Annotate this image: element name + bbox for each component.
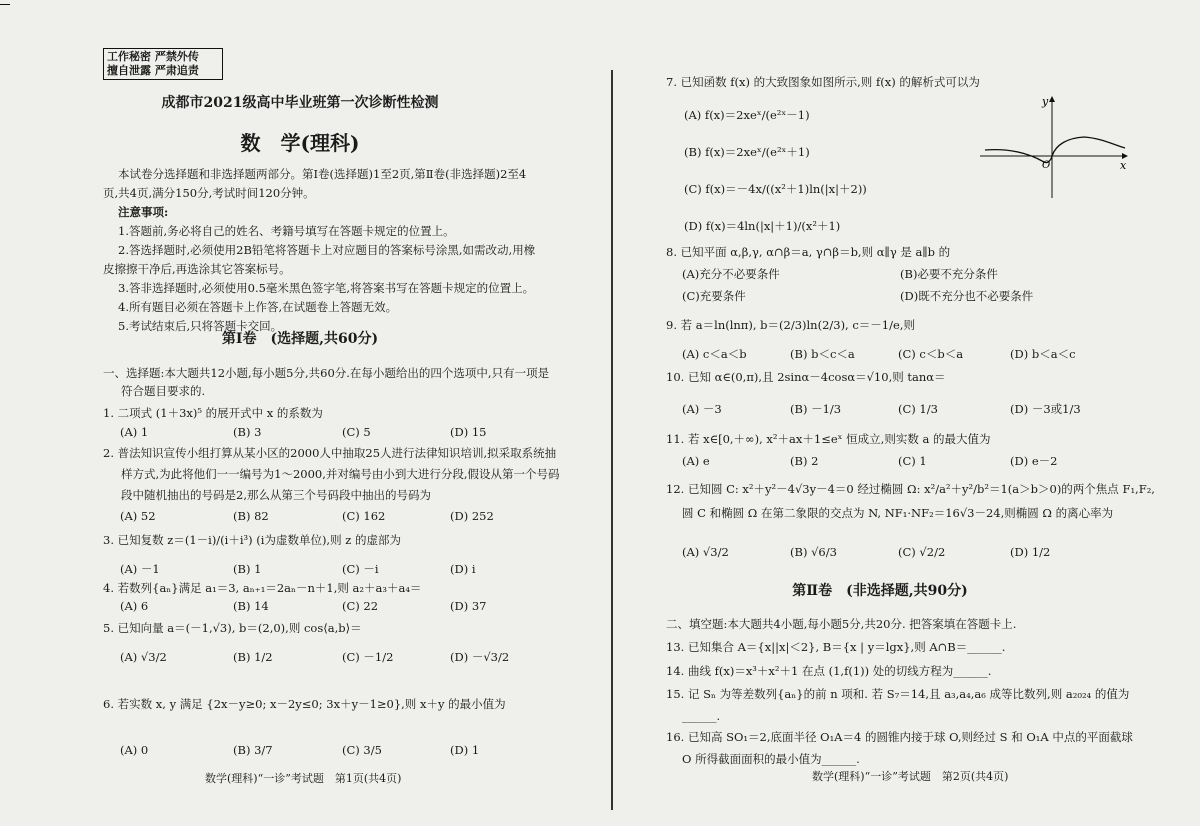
answer-choice: (A) 1	[120, 425, 149, 439]
question-text: 圆 C 和椭圆 Ω 在第二象限的交点为 N, NF₁·NF₂＝16√3－24,则椭圆 Ω 的离心率为	[682, 506, 1114, 520]
notice-item: 1.答题前,务必将自己的姓名、考籍号填写在答题卡规定的位置上。	[118, 224, 455, 238]
stamp-line-2: 擅自泄露 严肃追责	[107, 64, 199, 77]
question-text: 9. 若 a＝ln(lnπ), b＝(2/3)ln(2/3), c＝－1/e,则	[666, 318, 915, 332]
answer-choice: (D) 37	[450, 599, 487, 613]
question-text: 10. 已知 α∈(0,π),且 2sinα－4cosα＝√10,则 tanα＝	[666, 370, 946, 384]
answer-choice: (C) 5	[342, 425, 371, 439]
answer-choice: (A) √3/2	[682, 545, 729, 559]
answer-choice: (D) i	[450, 562, 476, 576]
answer-choice: (A) 6	[120, 599, 149, 613]
confidential-stamp	[103, 48, 223, 80]
answer-choice: (C) 3/5	[342, 743, 382, 757]
answer-choice: (A) √3/2	[120, 650, 167, 664]
question-text: 1. 二项式 (1＋3x)⁵ 的展开式中 x 的系数为	[103, 406, 323, 420]
answer-choice: (D) 15	[450, 425, 487, 439]
answer-choice: (D)既不充分也不必要条件	[900, 289, 1034, 303]
graph-curve	[985, 137, 1125, 163]
question-text: 11. 若 x∈[0,＋∞), x²＋ax＋1≤eˣ 恒成立,则实数 a 的最大值为	[666, 432, 991, 446]
notice-item: 3.答非选择题时,必须使用0.5毫米黑色签字笔,将答案书写在答题卡规定的位置上。	[118, 281, 535, 295]
answer-choice: (B) 1	[233, 562, 262, 576]
answer-choice: (D) b＜a＜c	[1010, 347, 1076, 361]
answer-choice: (A) c＜a＜b	[682, 347, 747, 361]
answer-choice: (D) 1	[450, 743, 480, 757]
section1-title: 第Ⅰ卷 (选择题,共60分)	[221, 331, 379, 347]
notice-item: 4.所有题目必须在答题卡上作答,在试题卷上答题无效。	[118, 300, 398, 314]
question-text: O 所得截面面积的最小值为______.	[682, 752, 860, 766]
graph-y-arrow	[1049, 96, 1055, 102]
answer-choice: (A) －1	[120, 562, 160, 576]
notice-item: 皮擦擦干净后,再选涂其它答案标号。	[103, 262, 291, 276]
notice-item: 2.答选择题时,必须使用2B铅笔将答题卡上对应题目的答案标号涂黑,如需改动,用橡	[118, 243, 536, 257]
answer-choice: (C) 162	[342, 509, 386, 523]
answer-choice: (C)充要条件	[682, 289, 746, 303]
section1-instruction-2: 符合题目要求的.	[121, 384, 206, 398]
answer-choice: (C) 1/3	[898, 402, 938, 416]
question-text: 14. 曲线 f(x)＝x³＋x²＋1 在点 (1,f(1)) 处的切线方程为______.	[666, 664, 992, 678]
answer-choice: (B) 3/7	[233, 743, 273, 757]
answer-choice: (C) 22	[342, 599, 379, 613]
question-text: 4. 若数列{aₙ}满足 a₁＝3, aₙ₊₁＝2aₙ－n＋1,则 a₂＋a₃＋a₄＝	[103, 581, 422, 595]
answer-choice: (A) 0	[120, 743, 149, 757]
notice-heading: 注意事项:	[118, 205, 169, 219]
answer-choice: (C) 1	[898, 454, 927, 468]
section2-instruction: 二、填空题:本大题共4小题,每小题5分,共20分. 把答案填在答题卡上.	[666, 617, 1017, 631]
answer-choice: (C) c＜b＜a	[898, 347, 964, 361]
answer-choice: (D) －3或1/3	[1010, 402, 1081, 416]
exam-title: 成都市2021级高中毕业班第一次诊断性检测	[161, 95, 439, 111]
question-text: 15. 记 Sₙ 为等差数列{aₙ}的前 n 项和. 若 S₇＝14,且 a₃,a₄,a₆ 成等比数列,则 a₂₀₂₄ 的值为	[666, 687, 1130, 701]
footer-page-2: 数学(理科)“一诊”考试题 第2页(共4页)	[812, 770, 1009, 783]
answer-choice: (D) 252	[450, 509, 494, 523]
section2-title: 第Ⅱ卷 (非选择题,共90分)	[792, 583, 968, 599]
answer-choice: (D) f(x)＝4ln(|x|＋1)/(x²＋1)	[684, 219, 841, 233]
answer-choice: (D) 1/2	[1010, 545, 1051, 559]
answer-choice: (B) √6/3	[790, 545, 837, 559]
answer-choice: (B) 1/2	[233, 650, 273, 664]
answer-choice: (B) 3	[233, 425, 262, 439]
answer-choice: (A) f(x)＝2xeˣ/(e²ˣ－1)	[684, 108, 810, 122]
question-text: 2. 普法知识宣传小组打算从某小区的2000人中抽取25人进行法律知识培训,拟采取系统抽	[103, 446, 557, 460]
answer-choice: (C) f(x)＝－4x/((x²＋1)ln(|x|＋2))	[684, 182, 867, 196]
answer-choice: (A) e	[682, 454, 710, 468]
function-graph	[980, 92, 1130, 202]
graph-x-label: x	[1120, 159, 1127, 172]
question-text: 6. 若实数 x, y 满足 {2x－y≥0; x－2y≤0; 3x＋y－1≥0},则 x＋y 的最小值为	[103, 697, 506, 711]
answer-choice: (B) 2	[790, 454, 819, 468]
answer-choice: (B) b＜c＜a	[790, 347, 855, 361]
answer-choice: (A) －3	[682, 402, 722, 416]
question-text: 3. 已知复数 z＝(1－i)/(i＋i³) (i为虚数单位),则 z 的虚部为	[103, 533, 401, 547]
answer-choice: (D) －√3/2	[450, 650, 510, 664]
intro-line-2: 页,共4页,满分150分,考试时间120分钟。	[103, 186, 315, 200]
question-text: 13. 已知集合 A＝{x||x|＜2}, B＝{x | y＝lgx},则 A∩B＝______.	[666, 640, 1006, 654]
graph-y-label: y	[1042, 95, 1049, 108]
answer-choice: (B) －1/3	[790, 402, 842, 416]
answer-choice: (D) e－2	[1010, 454, 1058, 468]
answer-choice: (C) √2/2	[898, 545, 946, 559]
stamp-line-1: 工作秘密 严禁外传	[107, 50, 199, 63]
question-text: 7. 已知函数 f(x) 的大致图象如图所示,则 f(x) 的解析式可以为	[666, 75, 980, 89]
question-text: 12. 已知圆 C: x²＋y²－4√3y－4＝0 经过椭圆 Ω: x²/a²＋y²/b²＝1(a＞b＞0)的两个焦点 F₁,F₂,	[666, 482, 1155, 496]
intro-line-1: 本试卷分选择题和非选择题两部分。第Ⅰ卷(选择题)1至2页,第Ⅱ卷(非选择题)2至4	[118, 167, 527, 181]
answer-choice: (C) －1/2	[342, 650, 394, 664]
question-text: 样方式,为此将他们一一编号为1～2000,并对编号由小到大进行分段,假设从第一个号码	[121, 467, 560, 481]
question-text: 8. 已知平面 α,β,γ, α∩β＝a, γ∩β＝b,则 α∥γ 是 a∥b 的	[666, 245, 951, 259]
page-2	[600, 0, 1200, 826]
graph-origin-label: O	[1042, 160, 1051, 171]
question-text: ______.	[682, 709, 721, 723]
answer-choice: (C) －i	[342, 562, 379, 576]
section1-instruction-1: 一、选择题:本大题共12小题,每小题5分,共60分.在每小题给出的四个选项中,只有一项是	[103, 366, 550, 380]
answer-choice: (B) 82	[233, 509, 269, 523]
answer-choice: (B) 14	[233, 599, 269, 613]
subject-title: 数 学(理科)	[240, 131, 360, 155]
answer-choice: (B)必要不充分条件	[900, 267, 998, 281]
answer-choice: (B) f(x)＝2xeˣ/(e²ˣ＋1)	[684, 145, 810, 159]
notice-item: 5.考试结束后,只将答题卡交回。	[118, 319, 283, 333]
question-text: 段中随机抽出的号码是2,那么从第三个号码段中抽出的号码为	[121, 488, 431, 502]
answer-choice: (A) 52	[120, 509, 156, 523]
question-text: 5. 已知向量 a＝(－1,√3), b＝(2,0),则 cos⟨a,b⟩＝	[103, 621, 362, 635]
footer-page-1: 数学(理科)“一诊”考试题 第1页(共4页)	[205, 772, 402, 785]
answer-choice: (A)充分不必要条件	[682, 267, 780, 281]
question-text: 16. 已知高 SO₁＝2,底面半径 O₁A＝4 的圆锥内接于球 O,则经过 S 和 O₁A 中点的平面截球	[666, 730, 1133, 744]
